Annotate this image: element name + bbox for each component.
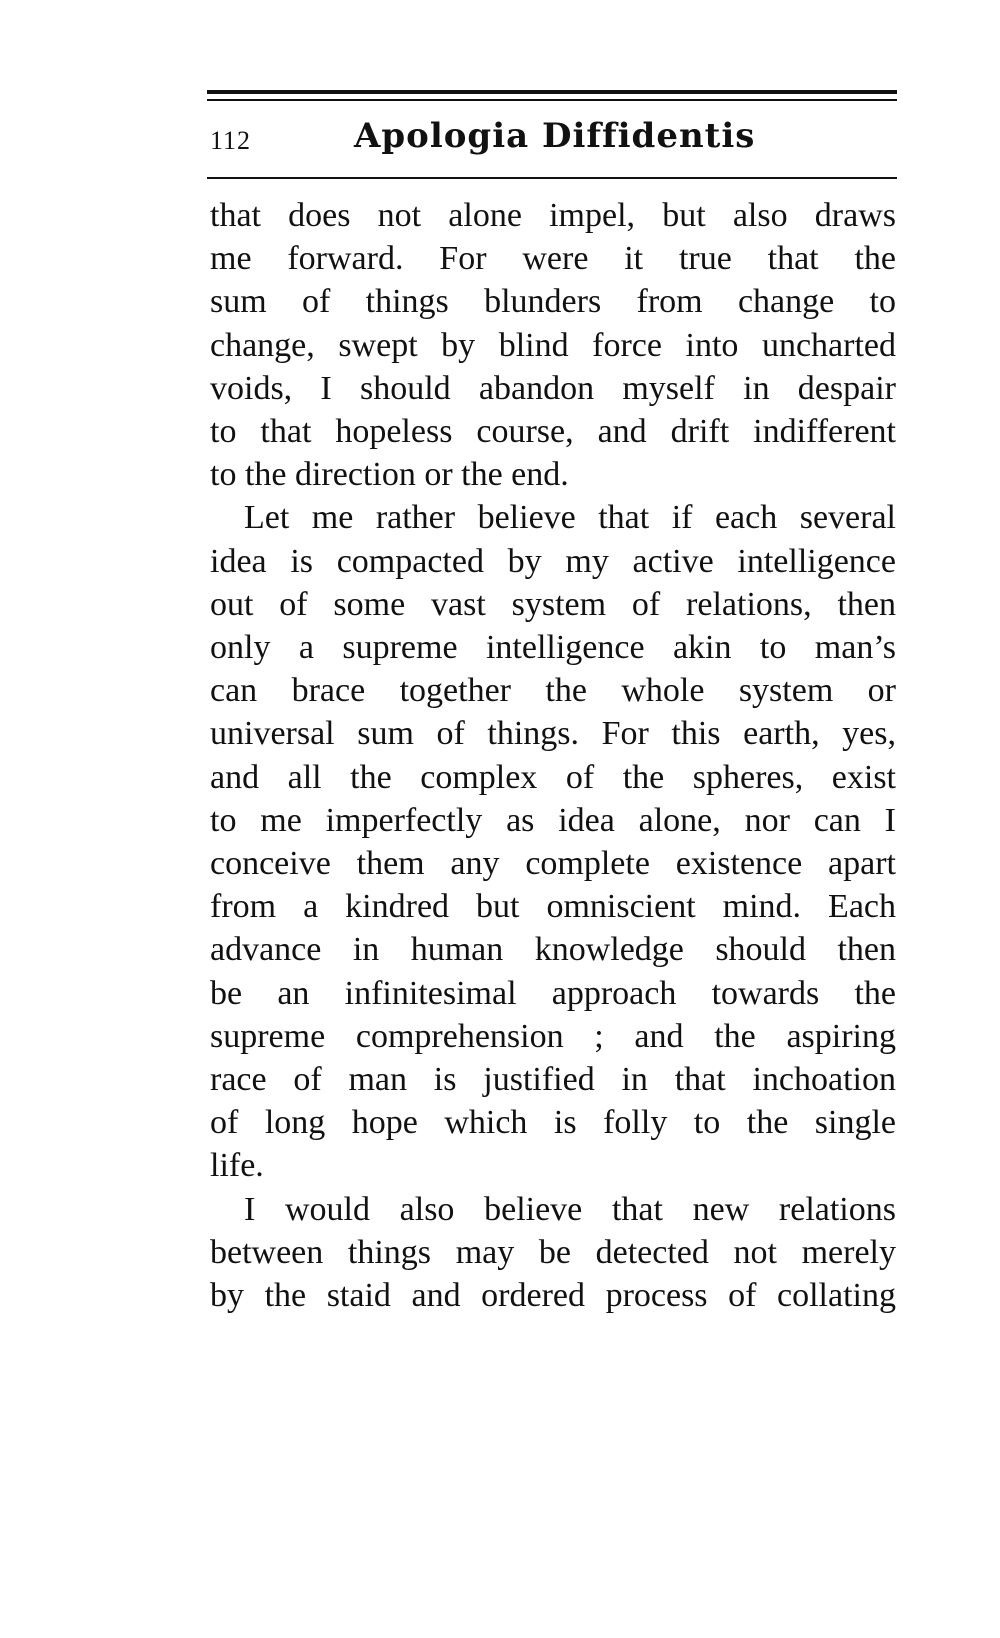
text-line: be an infinitesimal approach towards the [210,974,896,1012]
text-line: out of some vast system of relations, then [210,585,896,623]
text-line: sum of things blunders from change to [210,283,896,321]
text-line: idea is compacted by my active intelligence [210,542,896,580]
text-line: to me imperfectly as idea alone, nor can I [210,801,896,839]
header-underline-rule [207,177,897,179]
text-line: to the direction or the end. [210,456,569,494]
page-header [210,116,900,168]
text-line: and all the complex of the spheres, exist [210,758,896,796]
text-line: I would also believe that new relations [244,1190,896,1228]
text-line: life. [210,1147,264,1185]
text-line: of long hope which is folly to the single [210,1104,896,1142]
text-line: by the staid and ordered process of collating [210,1277,896,1315]
text-line: between things may be detected not merely [210,1233,896,1271]
text-line: can brace together the whole system or [210,672,896,710]
text-line: universal sum of things. For this earth, yes, [210,715,896,753]
text-line: that does not alone impel, but also draws [210,197,896,234]
text-line: conceive them any complete existence apart [210,845,896,883]
header-rule-thick [207,90,897,94]
text-line: to that hopeless course, and drift indifferent [210,413,896,451]
text-line: only a supreme intelligence akin to man’s [210,629,896,667]
paragraph-1 [210,194,896,496]
text-line: Let me rather believe that if each several [244,499,896,537]
body-text [210,194,896,1317]
text-line: supreme comprehension ; and the aspiring [210,1017,896,1055]
running-head: Apologia Diffidentis [354,116,756,156]
text-line: advance in human knowledge should then [210,931,896,969]
header-rule-thin [207,99,897,101]
text-line: voids, I should abandon myself in despair [210,369,896,407]
text-line: from a kindred but omniscient mind. Each [210,888,896,926]
page-number: 112 [210,126,252,155]
text-line: change, swept by blind force into uncharted [210,326,896,364]
text-line: me forward. For were it true that the [210,240,896,278]
paragraph-2 [210,496,896,1187]
paragraph-3 [210,1188,896,1318]
text-line: race of man is justified in that inchoation [210,1061,896,1099]
